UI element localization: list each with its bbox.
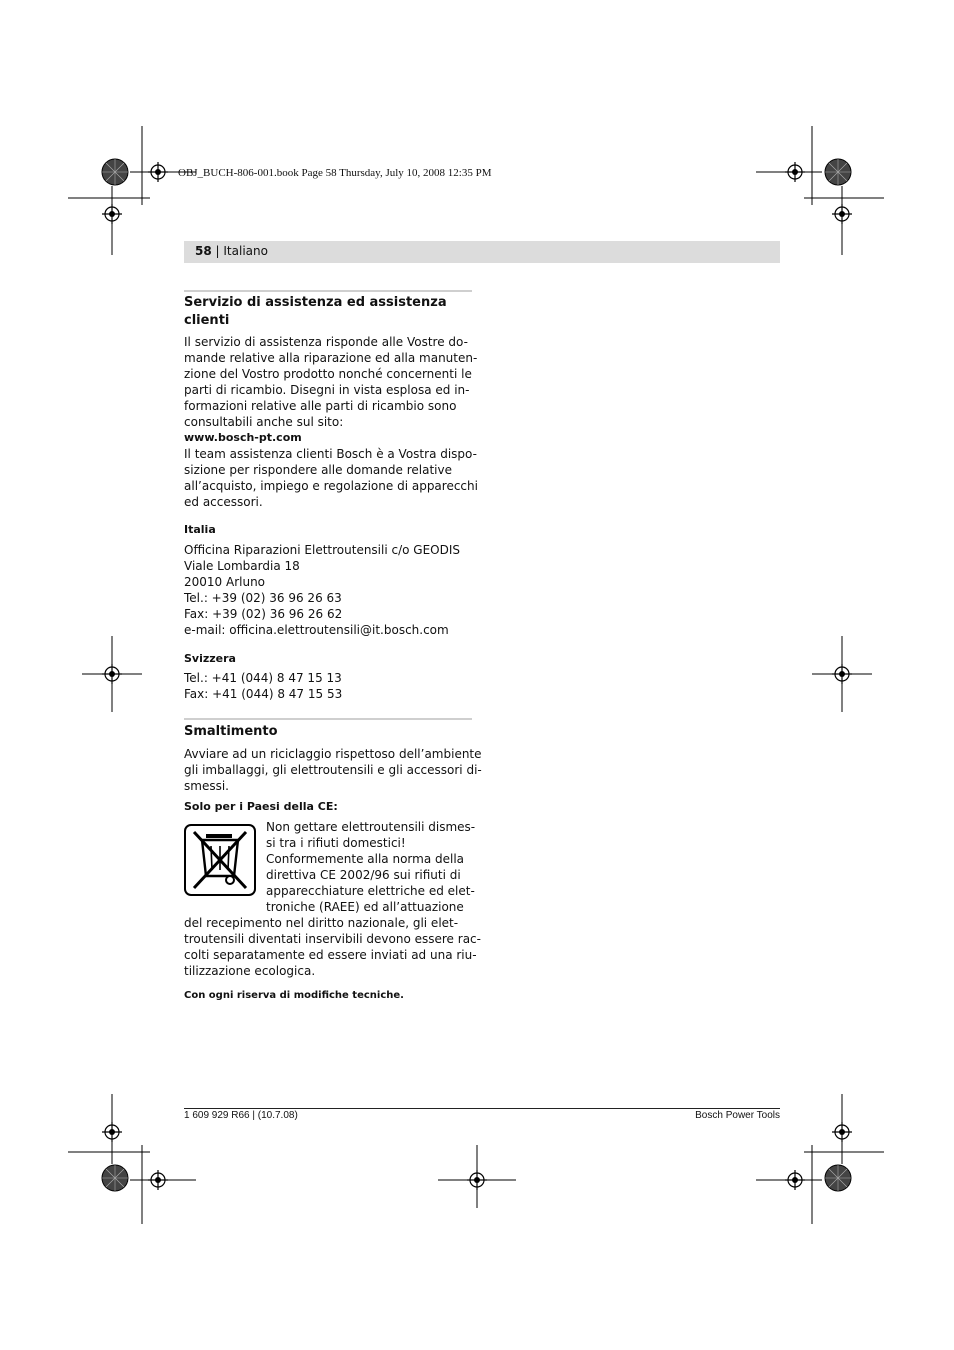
footer-doc-number: 1 609 929 R66 | (10.7.08) (184, 1110, 298, 1121)
section-rule (184, 290, 472, 292)
disposal-heading: Smaltimento (184, 724, 278, 739)
slug-line: OBJ_BUCH-806-001.book Page 58 Thursday, July 10, 2008 12:35 PM (178, 167, 492, 179)
ce-side-text: Non gettare elettroutensili dismes- si tra i rifiuti domestici! Conformemente alla norma della direttiva CE 2002/96 sui rifiuti di apparecchiature elettriche ed elet- troniche (RAEE) ed all’attuazione (266, 820, 476, 914)
section-rule (184, 718, 472, 720)
page-header (195, 244, 268, 258)
footer-rule (184, 1108, 780, 1109)
italia-email-link[interactable]: e-mail: officina.elettroutensili@it.bosch.com (184, 623, 449, 637)
ce-full-text: del recepimento nel diritto nazionale, gli elet- troutensili diventati inservibili devono essere rac- colti separatamente ed essere inviati ad una riu- tilizzazione ecologica. (184, 916, 481, 978)
disposal-paragraph: Avviare ad un riciclaggio rispettoso dell’ambiente gli imballaggi, gli elettroutensili e gli accessori di- smessi. (184, 747, 482, 793)
italia-address: Officina Riparazioni Elettroutensili c/o GEODIS Viale Lombardia 18 20010 Arluno Tel.: +39 (02) 36 96 26 63 Fax: +39 (02) 36 96 26 62 e-mail: officina.elettroutensili@it.bosch.com (184, 542, 476, 638)
page-header-bar (184, 241, 780, 263)
footer-brand: Bosch Power Tools (695, 1110, 780, 1121)
ce-heading: Solo per i Paesi della CE: (184, 800, 338, 813)
svizzera-contacts: Tel.: +41 (044) 8 47 15 13 Fax: +41 (044) 8 47 15 53 (184, 671, 343, 701)
crossed-out-wheelie-bin-icon (184, 824, 256, 896)
reserve-note: Con ogni riserva di modifiche tecniche. (184, 990, 404, 1001)
page-number: 58 (195, 244, 212, 258)
service-url-link[interactable]: www.bosch-pt.com (184, 431, 302, 444)
svizzera-heading: Svizzera (184, 652, 236, 665)
service-paragraph: Il servizio di assistenza risponde alle Vostre do- mande relative alla riparazione ed alla manuten- zione del Vostro prodotto nonché concernenti le parti di ricambio. Disegni in vista esplosa ed in- formazioni relative alle parti di ricambio sono consultabili anche sul sito: www.bosch-pt.com Il team assistenza clienti Bosch è a Vostra dispo- sizione per rispondere alle domande relative all’acquisto, impiego e regolazione di apparecchi ed accessori. (184, 335, 478, 509)
section-name: | Italiano (215, 244, 268, 258)
italia-heading: Italia (184, 523, 216, 536)
service-heading: Servizio di assistenza ed assistenza clienti (184, 295, 447, 328)
